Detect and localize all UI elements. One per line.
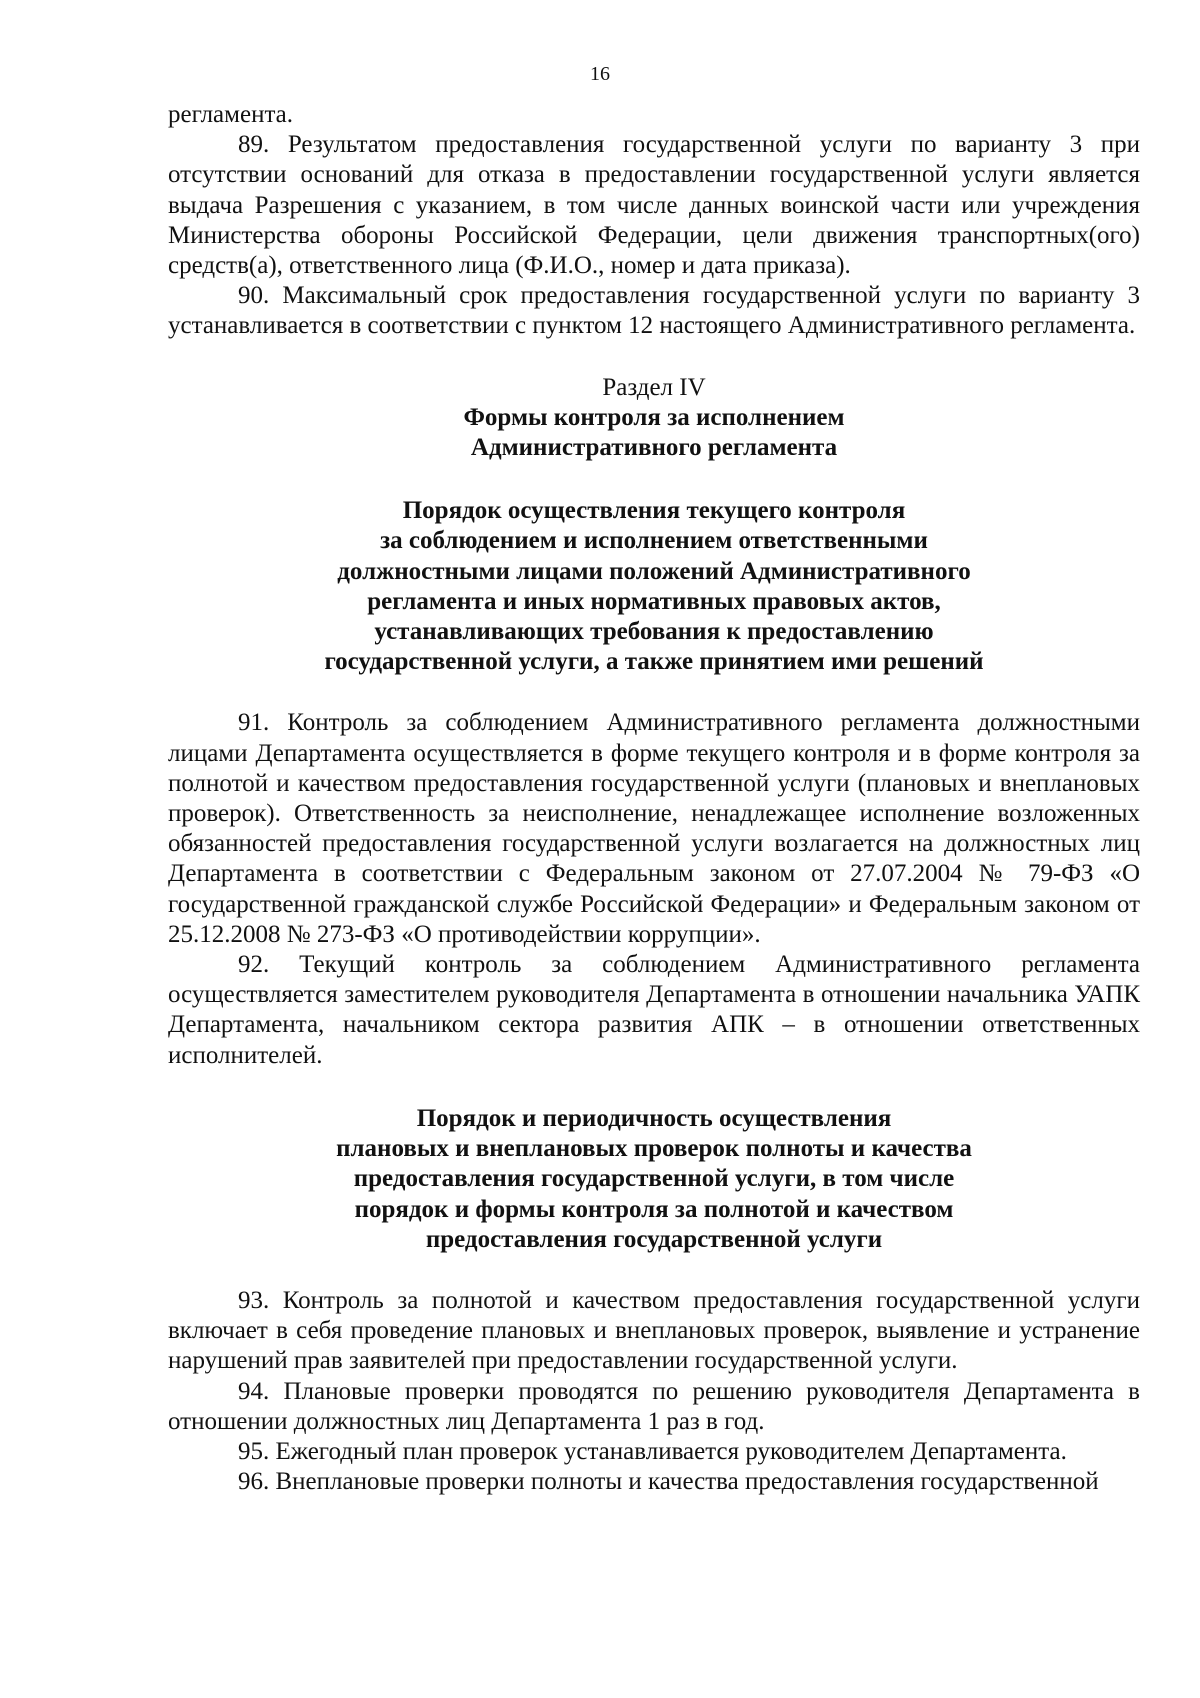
- heading-line: государственной услуги, а также принятием ими решений: [324, 648, 984, 676]
- section-title-line: Формы контроля за исполнением: [463, 403, 845, 431]
- heading-line: устанавливающих требования к предоставлению: [374, 618, 934, 646]
- heading-line: Порядок осуществления текущего контроля: [402, 497, 906, 525]
- heading-line: предоставления государственной услуги: [425, 1225, 883, 1253]
- heading-line: должностными лицами положений Административного: [337, 557, 971, 585]
- heading-line: предоставления государственной услуги, в том числе: [353, 1165, 955, 1193]
- paragraph-95: 95. Ежегодный план проверок устанавливается руководителем Департамента.: [238, 1437, 1067, 1465]
- subsection-heading-inspections: [168, 1104, 1140, 1255]
- paragraph-92: 92. Текущий контроль за соблюдением Административного регламента осуществляется заместителем руководителя Департамента в отношении начальника УАПК Департамента, начальником сектора развития АПК – в отношении ответственных исполнителей.: [168, 951, 1140, 1069]
- paragraph-96: 96. Внеплановые проверки полноты и качества предоставления государственной: [238, 1468, 1099, 1496]
- heading-line: за соблюдением и исполнением ответственными: [380, 527, 928, 555]
- heading-line: Порядок и периодичность осуществления: [416, 1104, 892, 1132]
- section-title-block: [168, 373, 1140, 464]
- section-label: Раздел IV: [602, 373, 706, 401]
- paragraph-94: 94. Плановые проверки проводятся по решению руководителя Департамента в отношении должностных лиц Департамента 1 раз в год.: [168, 1377, 1140, 1435]
- heading-line: плановых и внеплановых проверок полноты и качества: [336, 1135, 972, 1163]
- section-title-line: Административного регламента: [470, 434, 838, 462]
- page-number: 16: [590, 63, 610, 85]
- document-body: [168, 100, 1140, 1497]
- subsection-heading-current-control: [168, 496, 1140, 677]
- paragraph-continuation: регламента.: [168, 101, 294, 128]
- heading-line: регламента и иных нормативных правовых актов,: [367, 587, 941, 615]
- paragraph-89: 89. Результатом предоставления государственной услуги по варианту 3 при отсутствии оснований для отказа в предоставлении государственной услуги является выдача Разрешения с указанием, в том числе данных воинской части или учреждения Министерства обороны Российской Федерации, цели движения транспортных(ого) средств(а), ответственного лица (Ф.И.О., номер и дата приказа).: [168, 131, 1140, 280]
- paragraph-91: 91. Контроль за соблюдением Административного регламента должностными лицами Департамента осуществляется в форме текущего контроля и в форме контроля за полнотой и качеством предоставления государственной услуги (плановых и внеплановых проверок). Ответственность за неисполнение, ненадлежащее исполнение возложенных обязанностей предоставления государственной услуги возлагается на должностных лиц Департамента в соответствии с Федеральным законом от 27.07.2004 № 79-ФЗ «О государственной гражданской службе Российской Федерации» и Федеральным законом от 25.12.2008 № 273-ФЗ «О противодействии коррупции».: [168, 709, 1140, 948]
- paragraph-90: 90. Максимальный срок предоставления государственной услуги по варианту 3 устанавливается в соответствии с пунктом 12 настоящего Административного регламента.: [168, 282, 1140, 340]
- heading-line: порядок и формы контроля за полнотой и качеством: [354, 1195, 954, 1223]
- paragraph-93: 93. Контроль за полнотой и качеством предоставления государственной услуги включает в себя проведение плановых и внеплановых проверок, выявление и устранение нарушений прав заявителей при предоставлении государственной услуги.: [168, 1286, 1140, 1375]
